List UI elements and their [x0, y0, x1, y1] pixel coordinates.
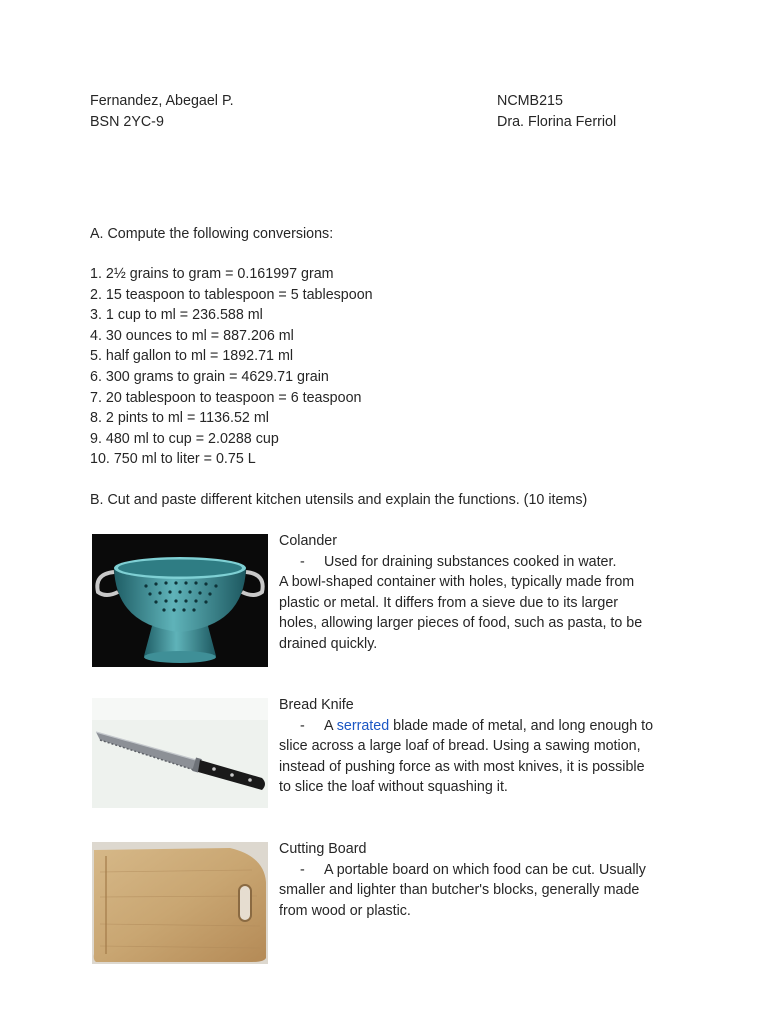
utensil-title: Colander	[279, 533, 338, 549]
cutting-board-image	[92, 842, 268, 964]
conversion-item: 10. 750 ml to liter = 0.75 L	[90, 451, 256, 468]
function-summary: Used for draining substances cooked in water.	[324, 553, 617, 570]
course-code: NCMB215	[497, 93, 563, 109]
bullet-dash: -	[300, 861, 305, 878]
conversion-item: 9. 480 ml to cup = 2.0288 cup	[90, 430, 279, 447]
description-line: smaller and lighter than butcher's blocks, generally made	[279, 882, 640, 899]
description-line: slice across a large loaf of bread. Using a sawing motion,	[279, 738, 641, 755]
utensil-item-bread-knife	[90, 695, 690, 815]
utensil-title: Cutting Board	[279, 841, 367, 857]
utensil-title: Bread Knife	[279, 697, 354, 713]
course-info	[497, 91, 616, 132]
conversion-list	[90, 264, 373, 470]
bullet-dash: -	[300, 553, 305, 570]
description-line: instead of pushing force as with most knives, it is possible	[279, 758, 645, 775]
conversion-item: 4. 30 ounces to ml = 887.206 ml	[90, 327, 294, 344]
utensil-item-colander	[90, 531, 690, 671]
section-a-heading: A. Compute the following conversions:	[90, 226, 334, 242]
description-line: drained quickly.	[279, 635, 378, 652]
description-line: A bowl-shaped container with holes, typically made from	[279, 574, 635, 591]
conversion-item: 6. 300 grams to grain = 4629.71 grain	[90, 368, 329, 385]
conversion-item: 1. 2½ grains to gram = 0.161997 gram	[90, 266, 334, 282]
text-run: A	[324, 717, 337, 734]
description-line: to slice the loaf without squashing it.	[279, 779, 508, 796]
student-name: Fernandez, Abegael P.	[90, 93, 234, 109]
conversion-item: 8. 2 pints to ml = 1136.52 ml	[90, 410, 269, 427]
description-line: from wood or plastic.	[279, 902, 411, 919]
student-info	[90, 91, 234, 132]
serrated-link[interactable]: serrated	[336, 717, 390, 734]
text-run: blade made of metal, and long enough to	[389, 717, 654, 734]
bullet-dash: -	[300, 717, 305, 734]
conversion-item: 2. 15 teaspoon to tablespoon = 5 tablespoon	[90, 286, 373, 303]
conversion-item: 7. 20 tablespoon to teaspoon = 6 teaspoon	[90, 389, 362, 406]
description-line: plastic or metal. It differs from a sieve due to its larger	[279, 594, 619, 611]
cutting-board-description	[279, 839, 679, 921]
colander-description	[279, 531, 679, 655]
utensil-item-cutting-board	[90, 839, 690, 969]
student-section: BSN 2YC-9	[90, 113, 164, 130]
conversion-item: 3. 1 cup to ml = 236.588 ml	[90, 307, 263, 324]
conversion-item: 5. half gallon to ml = 1892.71 ml	[90, 348, 294, 365]
section-b-heading: B. Cut and paste different kitchen utensils and explain the functions. (10 items)	[90, 492, 588, 508]
function-summary: A portable board on which food can be cut. Usually	[324, 861, 646, 878]
description-line: holes, allowing larger pieces of food, such as pasta, to be	[279, 615, 643, 632]
instructor-name: Dra. Florina Ferriol	[497, 113, 617, 130]
colander-image	[92, 534, 268, 667]
bread-knife-description	[279, 695, 679, 798]
bread-knife-image	[92, 698, 268, 808]
